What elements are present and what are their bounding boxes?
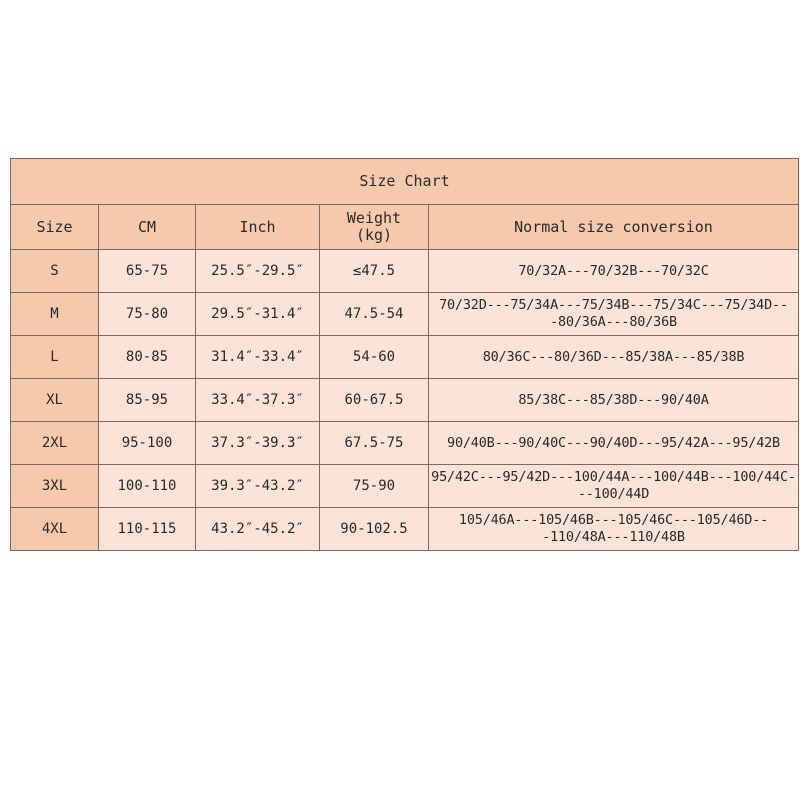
cm-cell: 80-85 (99, 336, 196, 379)
table-row (11, 508, 799, 551)
weight-cell: 67.5-75 (320, 422, 429, 465)
header-row (11, 205, 799, 250)
conversion-cell: 80/36C---80/36D---85/38A---85/38B (429, 336, 799, 379)
chart-title: Size Chart (11, 159, 799, 205)
weight-cell: ≤47.5 (320, 250, 429, 293)
conversion-cell: 105/46A---105/46B---105/46C---105/46D---110/48A---110/48B (429, 508, 799, 551)
size-cell: 3XL (11, 465, 99, 508)
weight-cell: 47.5-54 (320, 293, 429, 336)
conversion-cell: 85/38C---85/38D---90/40A (429, 379, 799, 422)
weight-cell: 75-90 (320, 465, 429, 508)
inch-cell: 31.4″-33.4″ (196, 336, 320, 379)
header-weight: Weight (kg) (320, 205, 429, 250)
inch-cell: 37.3″-39.3″ (196, 422, 320, 465)
inch-cell: 25.5″-29.5″ (196, 250, 320, 293)
table-row (11, 465, 799, 508)
weight-cell: 60-67.5 (320, 379, 429, 422)
size-cell: 4XL (11, 508, 99, 551)
cm-cell: 100-110 (99, 465, 196, 508)
header-size: Size (11, 205, 99, 250)
inch-cell: 43.2″-45.2″ (196, 508, 320, 551)
header-cm: CM (99, 205, 196, 250)
table-row (11, 293, 799, 336)
weight-cell: 54-60 (320, 336, 429, 379)
cm-cell: 85-95 (99, 379, 196, 422)
cm-cell: 75-80 (99, 293, 196, 336)
header-inch: Inch (196, 205, 320, 250)
inch-cell: 33.4″-37.3″ (196, 379, 320, 422)
size-cell: XL (11, 379, 99, 422)
header-conversion: Normal size conversion (429, 205, 799, 250)
table-row (11, 336, 799, 379)
size-chart-table (10, 158, 799, 551)
cm-cell: 95-100 (99, 422, 196, 465)
cm-cell: 65-75 (99, 250, 196, 293)
conversion-cell: 70/32D---75/34A---75/34B---75/34C---75/34D---80/36A---80/36B (429, 293, 799, 336)
title-row (11, 159, 799, 205)
table-row (11, 379, 799, 422)
size-cell: L (11, 336, 99, 379)
table-row (11, 422, 799, 465)
conversion-cell: 70/32A---70/32B---70/32C (429, 250, 799, 293)
size-cell: S (11, 250, 99, 293)
conversion-cell: 90/40B---90/40C---90/40D---95/42A---95/42B (429, 422, 799, 465)
inch-cell: 29.5″-31.4″ (196, 293, 320, 336)
weight-cell: 90-102.5 (320, 508, 429, 551)
cm-cell: 110-115 (99, 508, 196, 551)
inch-cell: 39.3″-43.2″ (196, 465, 320, 508)
conversion-cell: 95/42C---95/42D---100/44A---100/44B---100/44C---100/44D (429, 465, 799, 508)
size-cell: M (11, 293, 99, 336)
table-row (11, 250, 799, 293)
size-cell: 2XL (11, 422, 99, 465)
